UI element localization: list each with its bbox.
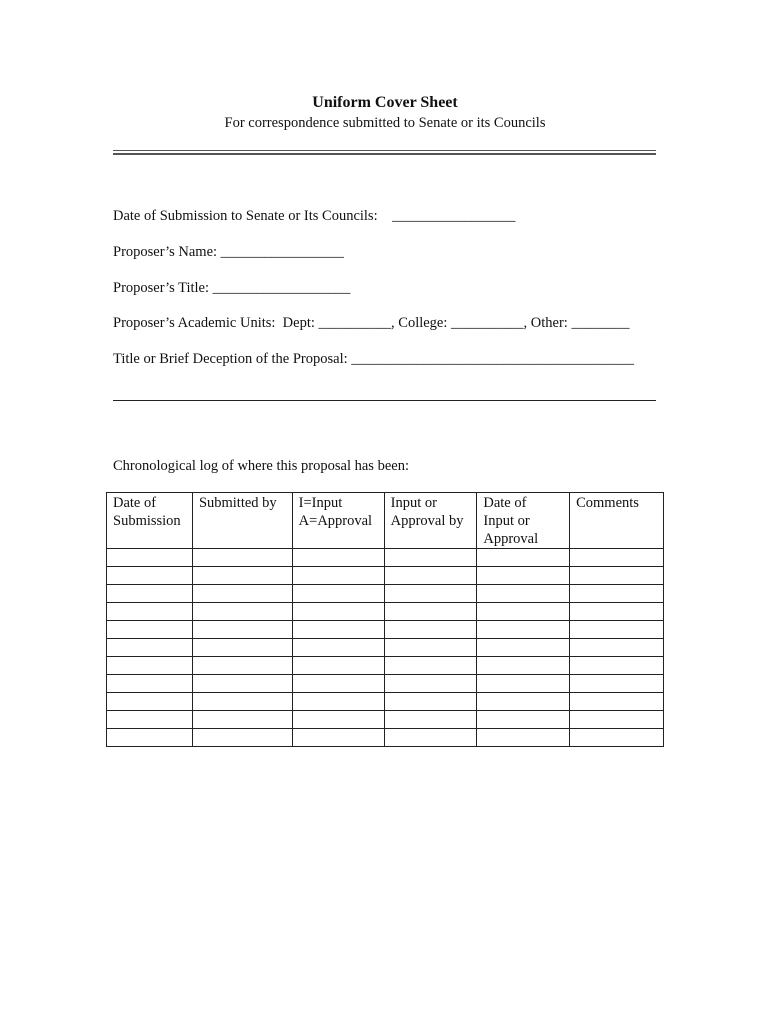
table-cell[interactable] xyxy=(384,657,477,675)
table-row xyxy=(107,603,664,621)
table-cell[interactable] xyxy=(107,603,193,621)
table-cell[interactable] xyxy=(292,675,384,693)
proposal-title-continuation-line[interactable] xyxy=(113,400,656,401)
table-row xyxy=(107,639,664,657)
table-cell[interactable] xyxy=(384,549,477,567)
table-cell[interactable] xyxy=(570,711,664,729)
log-table-body xyxy=(107,549,664,747)
table-cell[interactable] xyxy=(107,549,193,567)
table-cell[interactable] xyxy=(384,693,477,711)
table-cell[interactable] xyxy=(192,585,292,603)
table-row xyxy=(107,675,664,693)
table-row xyxy=(107,621,664,639)
table-cell[interactable] xyxy=(384,621,477,639)
table-cell[interactable] xyxy=(192,729,292,747)
column-header-label: I=Input A=Approval xyxy=(298,495,373,529)
column-header xyxy=(384,493,477,549)
table-cell[interactable] xyxy=(192,675,292,693)
table-cell[interactable] xyxy=(570,693,664,711)
table-cell[interactable] xyxy=(477,675,570,693)
proposal-title-field[interactable]: Title or Brief Deception of the Proposal: _______________________________________ xyxy=(113,351,635,367)
chronological-log-table xyxy=(106,492,664,747)
table-cell[interactable] xyxy=(292,711,384,729)
table-cell[interactable] xyxy=(570,621,664,639)
table-row xyxy=(107,711,664,729)
column-header xyxy=(570,493,664,549)
column-header xyxy=(292,493,384,549)
table-cell[interactable] xyxy=(570,585,664,603)
table-cell[interactable] xyxy=(107,585,193,603)
table-row xyxy=(107,693,664,711)
column-header-label: Input or Approval by xyxy=(390,495,464,529)
table-cell[interactable] xyxy=(192,567,292,585)
table-cell[interactable] xyxy=(384,639,477,657)
table-cell[interactable] xyxy=(107,639,193,657)
table-cell[interactable] xyxy=(107,729,193,747)
column-header-label: Date of Submission xyxy=(113,495,181,529)
page-title: Uniform Cover Sheet xyxy=(312,94,458,111)
table-cell[interactable] xyxy=(192,711,292,729)
column-header-label: Date of Input or Approval xyxy=(483,495,539,547)
table-cell[interactable] xyxy=(570,549,664,567)
table-cell[interactable] xyxy=(292,657,384,675)
table-cell[interactable] xyxy=(292,621,384,639)
table-cell[interactable] xyxy=(477,585,570,603)
column-header-label: Comments xyxy=(576,495,639,511)
page-subtitle: For correspondence submitted to Senate or its Councils xyxy=(224,115,546,131)
table-cell[interactable] xyxy=(477,603,570,621)
table-cell[interactable] xyxy=(477,549,570,567)
table-cell[interactable] xyxy=(477,657,570,675)
table-cell[interactable] xyxy=(384,711,477,729)
proposer-title-field[interactable]: Proposer’s Title: ___________________ xyxy=(113,280,351,296)
table-row xyxy=(107,657,664,675)
column-header xyxy=(107,493,193,549)
log-heading: Chronological log of where this proposal has been: xyxy=(113,458,409,474)
table-row xyxy=(107,729,664,747)
table-cell[interactable] xyxy=(292,639,384,657)
table-cell[interactable] xyxy=(477,639,570,657)
table-cell[interactable] xyxy=(477,567,570,585)
academic-units-field[interactable]: Proposer’s Academic Units: Dept: __________, College: __________, Other: ________ xyxy=(113,315,630,331)
table-cell[interactable] xyxy=(192,603,292,621)
table-cell[interactable] xyxy=(292,603,384,621)
table-cell[interactable] xyxy=(570,675,664,693)
table-cell[interactable] xyxy=(192,693,292,711)
table-row xyxy=(107,549,664,567)
table-cell[interactable] xyxy=(292,549,384,567)
table-cell[interactable] xyxy=(107,567,193,585)
table-cell[interactable] xyxy=(107,621,193,639)
column-header xyxy=(477,493,570,549)
table-cell[interactable] xyxy=(192,657,292,675)
table-cell[interactable] xyxy=(570,639,664,657)
table-cell[interactable] xyxy=(570,729,664,747)
table-cell[interactable] xyxy=(570,603,664,621)
column-header xyxy=(192,493,292,549)
table-cell[interactable] xyxy=(570,567,664,585)
table-cell[interactable] xyxy=(107,711,193,729)
table-cell[interactable] xyxy=(477,711,570,729)
table-cell[interactable] xyxy=(384,675,477,693)
header-double-rule xyxy=(113,150,656,155)
table-cell[interactable] xyxy=(384,567,477,585)
table-cell[interactable] xyxy=(477,729,570,747)
table-cell[interactable] xyxy=(292,729,384,747)
column-header-label: Submitted by xyxy=(198,495,277,511)
table-cell[interactable] xyxy=(384,603,477,621)
table-cell[interactable] xyxy=(107,657,193,675)
table-row xyxy=(107,567,664,585)
table-cell[interactable] xyxy=(477,621,570,639)
proposer-name-field[interactable]: Proposer’s Name: _________________ xyxy=(113,244,344,260)
table-cell[interactable] xyxy=(570,657,664,675)
table-cell[interactable] xyxy=(292,585,384,603)
table-cell[interactable] xyxy=(384,585,477,603)
table-cell[interactable] xyxy=(192,639,292,657)
date-of-submission-field[interactable]: Date of Submission to Senate or Its Councils: _________________ xyxy=(113,208,516,224)
table-cell[interactable] xyxy=(292,567,384,585)
table-cell[interactable] xyxy=(292,693,384,711)
table-cell[interactable] xyxy=(477,693,570,711)
table-cell[interactable] xyxy=(192,621,292,639)
table-header-row xyxy=(107,493,664,549)
table-cell[interactable] xyxy=(192,549,292,567)
table-cell[interactable] xyxy=(107,675,193,693)
table-cell[interactable] xyxy=(384,729,477,747)
table-row xyxy=(107,585,664,603)
table-cell[interactable] xyxy=(107,693,193,711)
